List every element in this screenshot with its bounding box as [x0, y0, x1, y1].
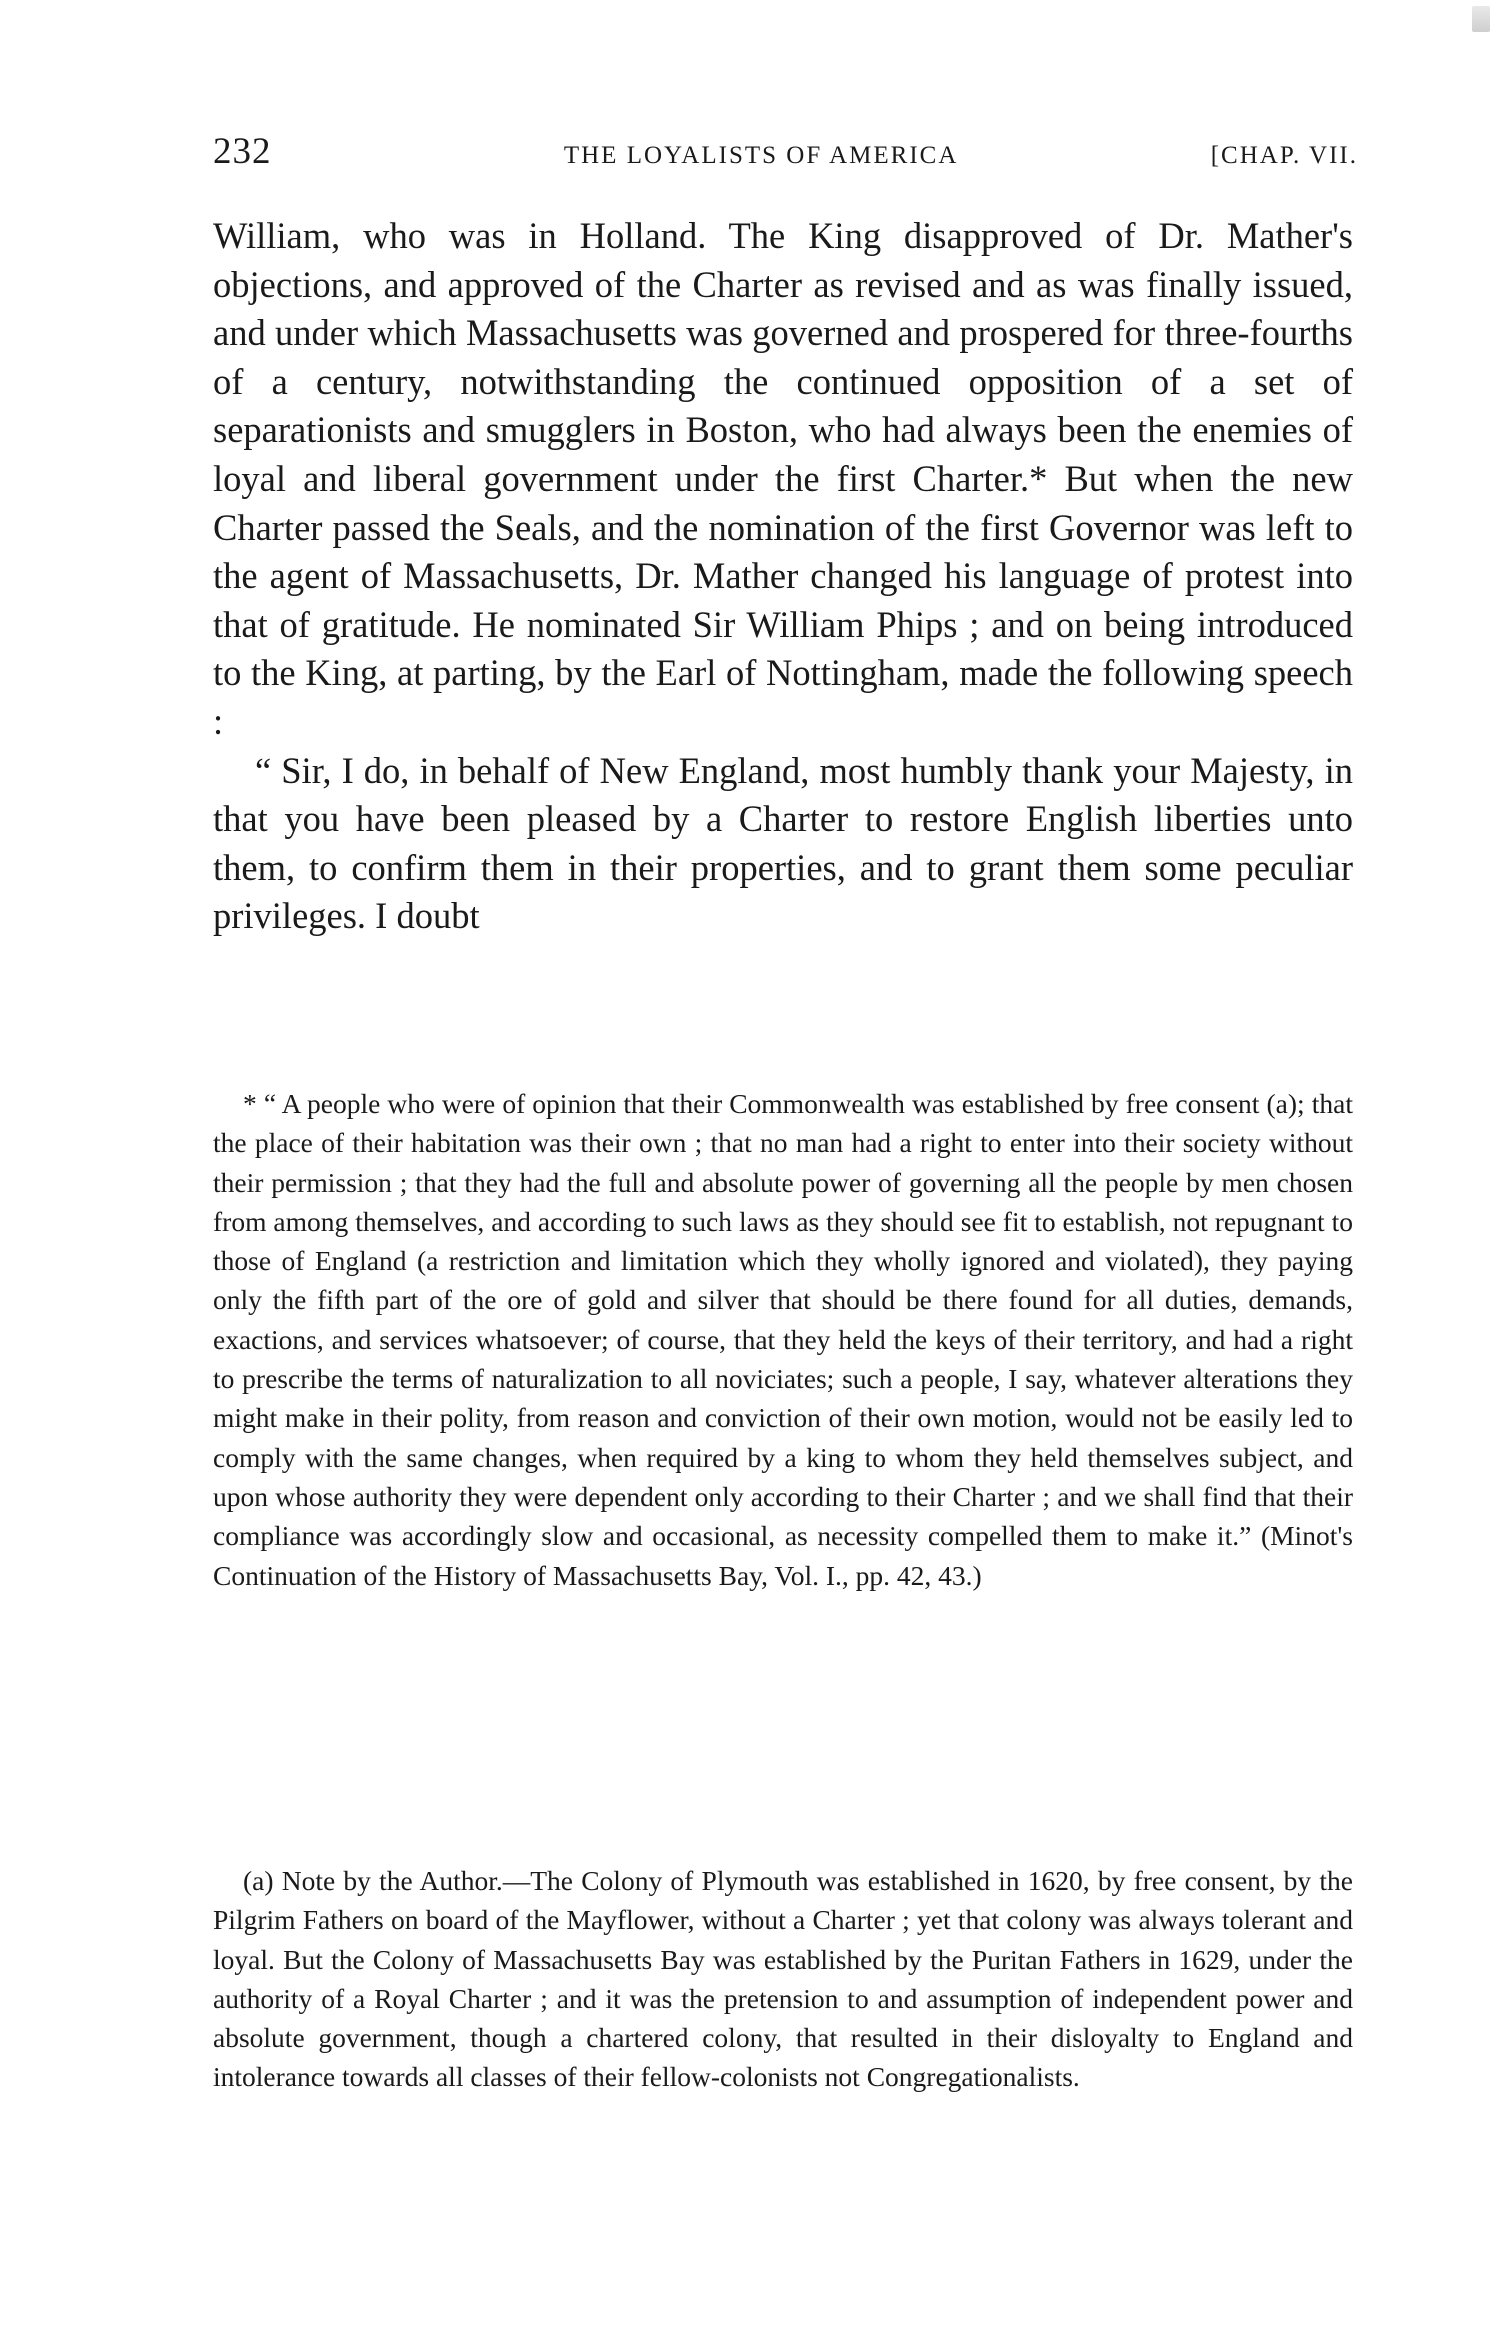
footnote-author-note — [213, 1861, 1353, 2097]
scan-artifact — [1472, 6, 1490, 32]
body-paragraph: William, who was in Holland. The King disapproved of Dr. Mather's objections, and approved of the Charter as revised and as was finally issued, and under which Massachusetts was governed and prospered for three-fourths of a century, notwithstanding the continued opposition of a set of separationists and smugglers in Boston, who had always been the enemies of loyal and liberal government under the first Charter.* But when the new Charter passed the Seals, and the nomination of the first Governor was left to the agent of Massachusetts, Dr. Mather changed his language of protest into that of gratitude. He nominated Sir William Phips ; and on being introduced to the King, at parting, by the Earl of Nottingham, made the following speech : — [213, 215, 1353, 742]
page-number: 232 — [213, 131, 272, 172]
quoted-speech: “ Sir, I do, in behalf of New England, most humbly thank your Majesty, in that you have been pleased by a Charter to restore English liberties unto them, to confirm them in their properties, and to grant them some peculiar privileges. I doubt — [213, 749, 1353, 937]
chapter-reference: [CHAP. VII. — [1210, 142, 1358, 169]
running-title: THE LOYALISTS OF AMERICA — [563, 142, 959, 169]
footnote-text: * “ A people who were of opinion that their Commonwealth was established by free consent (a); that the place of their habitation was their own ; that no man had a right to enter into their society without their permission ; that they had the full and absolute power of governing all the people by men chosen from among themselves, and according to such laws as they should see fit to establish, not repugnant to those of England (a restriction and limitation which they wholly ignored and violated), they paying only the fifth part of the ore of gold and silver that should be there found for all duties, demands, exactions, and services whatsoever; of course, that they held the keys of their territory, and had a right to prescribe the terms of naturalization to all noviciates; such a people, I say, whatever alterations they might make in their polity, from reason and conviction of their own motion, would not be easily led to comply with the same changes, when required by a king to whom they held themselves subject, and upon whose authority they were dependent only according to their Charter ; and we shall find that their compliance was accordingly slow and occasional, as necessity compelled them to make it.” (Minot's Continuation of the History of Massachusetts Bay, Vol. I., pp. 42, 43.) — [213, 1088, 1353, 1591]
main-text — [213, 212, 1353, 941]
page-header — [213, 130, 1358, 180]
footnote-minot — [213, 1084, 1353, 1595]
footnote-text: (a) Note by the Author.—The Colony of Plymouth was established in 1620, by free consent, by the Pilgrim Fathers on board of the Mayflower, without a Charter ; yet that colony was always tolerant and loyal. But the Colony of Massachusetts Bay was established by the Puritan Fathers in 1629, under the authority of a Royal Charter ; and it was the pretension to and assumption of independent power and absolute government, though a chartered colony, that resulted in their disloyalty to England and intolerance towards all classes of their fellow-colonists not Congregationalists. — [213, 1865, 1353, 2093]
